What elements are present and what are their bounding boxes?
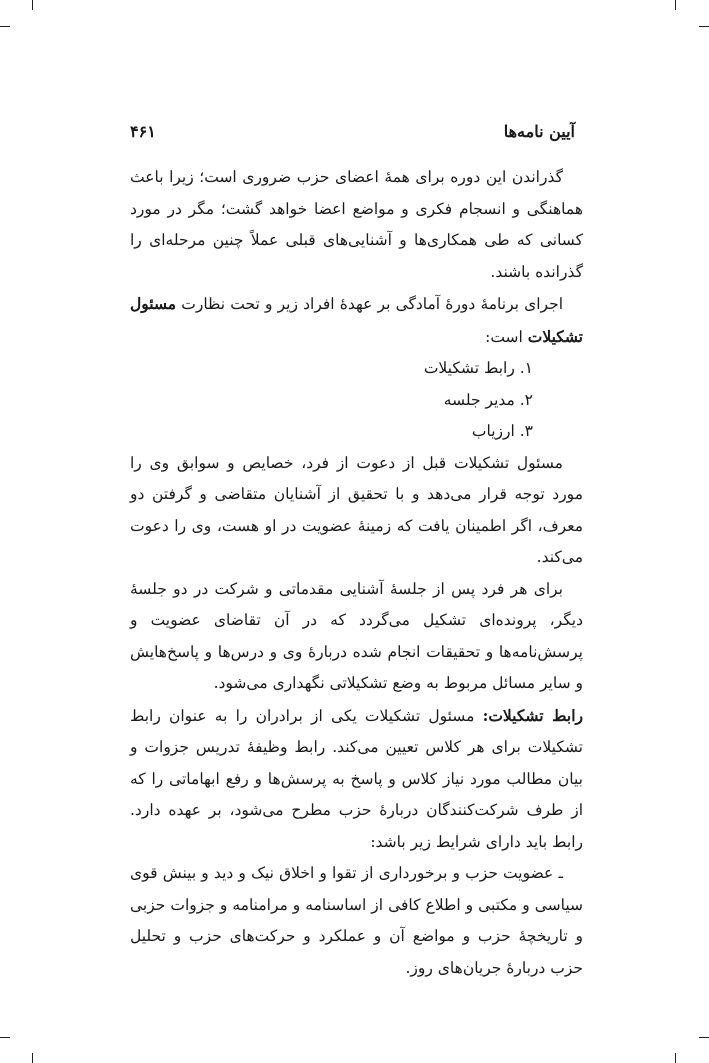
paragraph-liaison bbox=[130, 700, 583, 859]
list-item: ۳. ارزیاب bbox=[471, 422, 533, 440]
bold-term-organization-officer: مسئول تشکیلات bbox=[130, 294, 583, 346]
crop-mark-top-right-v bbox=[675, 0, 676, 10]
paragraph-liaison-conditions: ـ عضویت حزب و برخورداری از تقوا و اخلاق نیک و دید و بینش قوی سیاسی و مکتبی و اطلاع کافی از اساسنامه و مرامنامه و جزوات حزبی و تاریخچهٔ حزب و مواضع آن و عملکرد و حرکت‌های حزب و تحلیل حزب دربارهٔ جریان‌های روز. bbox=[130, 864, 583, 977]
crop-mark-top-left-h bbox=[0, 26, 10, 27]
paragraph-program-supervision bbox=[130, 288, 583, 353]
crop-mark-bottom-left-v bbox=[32, 1053, 33, 1063]
crop-mark-bottom-right-v bbox=[675, 1053, 676, 1063]
paragraph-course-requirement: گذراندن این دوره برای همهٔ اعضای حزب ضروری است؛ زیرا باعث هماهنگی و انسجام فکری و مواضع اعضا خواهد گشت؛ مگر در مورد کسانی که طی همکاری‌ها و آشنایی‌های قبلی عملاً چنین مرحله‌ای را گذرانده باشند. bbox=[130, 168, 583, 281]
list-item: ۱. رابط تشکیلات bbox=[423, 359, 533, 377]
crop-mark-bottom-right-h bbox=[699, 1037, 709, 1038]
paragraph-file: برای هر فرد پس از جلسهٔ آشنایی مقدماتی و شرکت در دو جلسهٔ دیگر، پرونده‌ای تشکیل می‌گردد که در آن تقاضای عضویت و پرسش‌نامه‌ها و تحقیقات انجام شده دربارهٔ وی و درس‌ها و پاسخ‌هایش و سایر مسائل مربوط به وضع تشکیلاتی نگهداری می‌شود. bbox=[130, 579, 583, 692]
paragraph-text: است: bbox=[485, 327, 523, 346]
paragraph-text: مسئول تشکیلات یکی از برادران را به عنوان رابط تشکیلات برای هر کلاس تعیین می‌کند. رابط وظیفهٔ تدریس جزوات و بیان مطالب مورد نیاز کلاس و پاسخ به پرسش‌ها و رفع ابهاماتی را که از طرف شرکت‌کنندگان دربارهٔ حزب مطرح می‌شود، بر عهده دارد. رابط باید دارای شرایط زیر باشد: bbox=[130, 706, 583, 851]
crop-mark-bottom-left-h bbox=[0, 1037, 10, 1038]
bold-term-liaison: رابط تشکیلات: bbox=[482, 705, 583, 725]
crop-mark-top-left-v bbox=[32, 0, 33, 10]
page-body bbox=[130, 162, 583, 984]
paragraph-invitation: مسئول تشکیلات قبل از دعوت از فرد، خصایص و سوابق وی را مورد توجه قرار می‌دهد و با تحقیق از آشنایان متقاضی و گرفتن دو معرف، اگر اطمینان یافت که زمینهٔ عضویت در او هست، وی را دعوت می‌کند. bbox=[130, 453, 583, 566]
crop-mark-top-right-h bbox=[699, 26, 709, 27]
paragraph-text: اجرای برنامهٔ دورهٔ آمادگی بر عهدهٔ افراد زیر و تحت نظارت bbox=[181, 295, 563, 313]
running-title: آیین نامه‌ها bbox=[503, 122, 575, 141]
running-header bbox=[130, 122, 575, 148]
page-number: ۴۶۱ bbox=[130, 122, 156, 141]
list-item: ۲. مدیر جلسه bbox=[443, 390, 533, 409]
